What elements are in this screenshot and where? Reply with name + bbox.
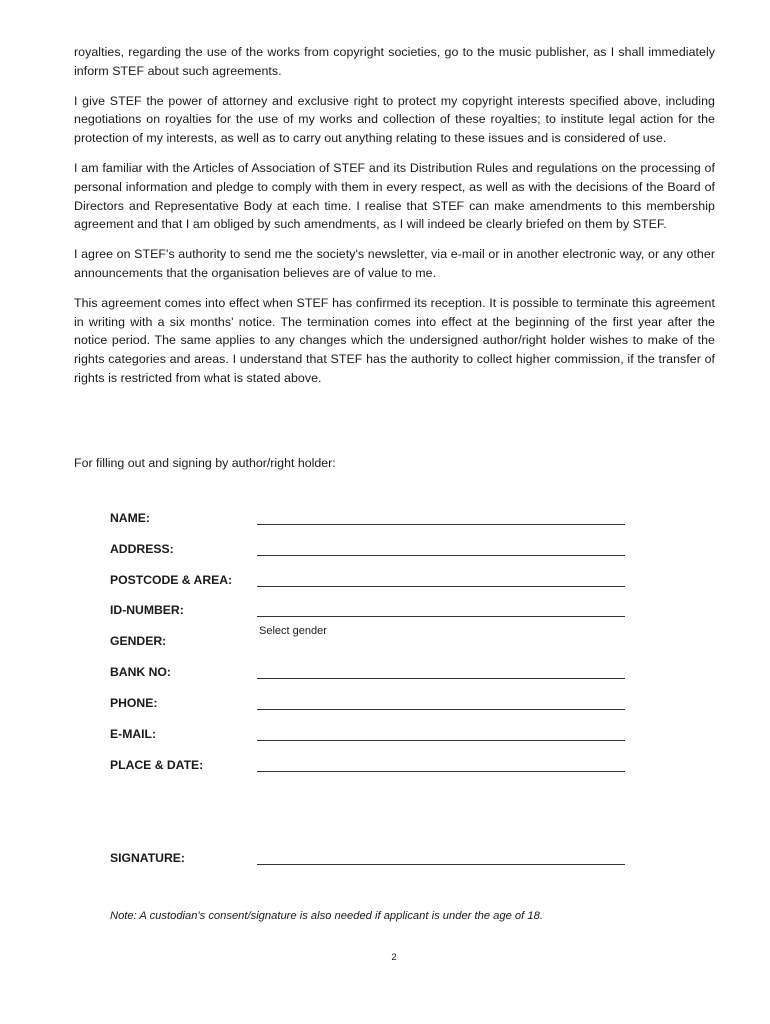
signature-label: SIGNATURE: xyxy=(110,851,185,865)
page-number: 2 xyxy=(391,952,397,963)
form-row-email xyxy=(110,725,630,745)
signature-field[interactable] xyxy=(257,864,625,865)
form-row-phone xyxy=(110,694,630,714)
postcode-label: POSTCODE & AREA: xyxy=(110,573,233,587)
form-intro: For filling out and signing by author/right holder: xyxy=(74,456,336,470)
paragraph-articles-of-association: I am familiar with the Articles of Association of STEF and its Distribution Rules and regulations on the processing of personal information and pledge to comply with them in every respect, as well as with the decisions of the Board of Directors and Representative Body at each time. I realise that STEF can make amendments to this membership agreement and that I am obliged by such amendments, as I will indeed be clearly briefed on them by STEF. xyxy=(74,160,715,232)
address-field[interactable] xyxy=(257,555,625,556)
paragraph-royalties: royalties, regarding the use of the works from copyright societies, go to the music publisher, as I shall immediately inform STEF about such agreements. xyxy=(74,45,715,78)
gender-label: GENDER: xyxy=(110,634,167,648)
form-row-place-date xyxy=(110,756,630,776)
gender-select[interactable]: Select gender xyxy=(259,625,327,637)
name-label: NAME: xyxy=(110,511,150,525)
id-number-field[interactable] xyxy=(257,616,625,617)
phone-field[interactable] xyxy=(257,709,625,710)
agreement-body xyxy=(74,43,715,399)
bank-no-label: BANK NO: xyxy=(110,665,171,679)
form-row-signature xyxy=(110,849,630,869)
form-row-gender xyxy=(110,625,630,652)
paragraph-termination: This agreement comes into effect when STEF has confirmed its reception. It is possible to terminate this agreement in writing with a six months' notice. The termination comes into effect at the beginning of the first year after the notice period. The same applies to any changes which the undersigned author/right holder wishes to make of the rights categories and areas. I understand that STEF has the authority to collect higher commission, if the transfer of rights is restricted from what is stated above. xyxy=(74,295,715,385)
form-row-name xyxy=(110,509,630,529)
form-row-id-number xyxy=(110,601,630,621)
id-number-label: ID-NUMBER: xyxy=(110,603,184,617)
place-date-field[interactable] xyxy=(257,771,625,772)
email-field[interactable] xyxy=(257,740,625,741)
paragraph-power-of-attorney: I give STEF the power of attorney and exclusive right to protect my copyright interests specified above, including negotiations on royalties for the use of my works and collection of these royalties; to institute legal action for the protection of my interests, as well as to carry out anything relating to these issues and is considered of use. xyxy=(74,93,715,146)
name-field[interactable] xyxy=(257,524,625,525)
bank-no-field[interactable] xyxy=(257,678,625,679)
form-row-bank-no xyxy=(110,663,630,683)
postcode-field[interactable] xyxy=(257,586,625,587)
paragraph-newsletter-consent: I agree on STEF's authority to send me the society's newsletter, via e-mail or in another electronic way, or any other announcements that the organisation believes are of value to me. xyxy=(74,247,715,280)
phone-label: PHONE: xyxy=(110,696,158,710)
address-label: ADDRESS: xyxy=(110,542,174,556)
custodian-note: Note: A custodian's consent/signature is also needed if applicant is under the age of 18. xyxy=(110,910,543,922)
form-row-postcode xyxy=(110,571,630,591)
email-label: E-MAIL: xyxy=(110,727,157,741)
place-date-label: PLACE & DATE: xyxy=(110,758,204,772)
form-row-address xyxy=(110,540,630,560)
